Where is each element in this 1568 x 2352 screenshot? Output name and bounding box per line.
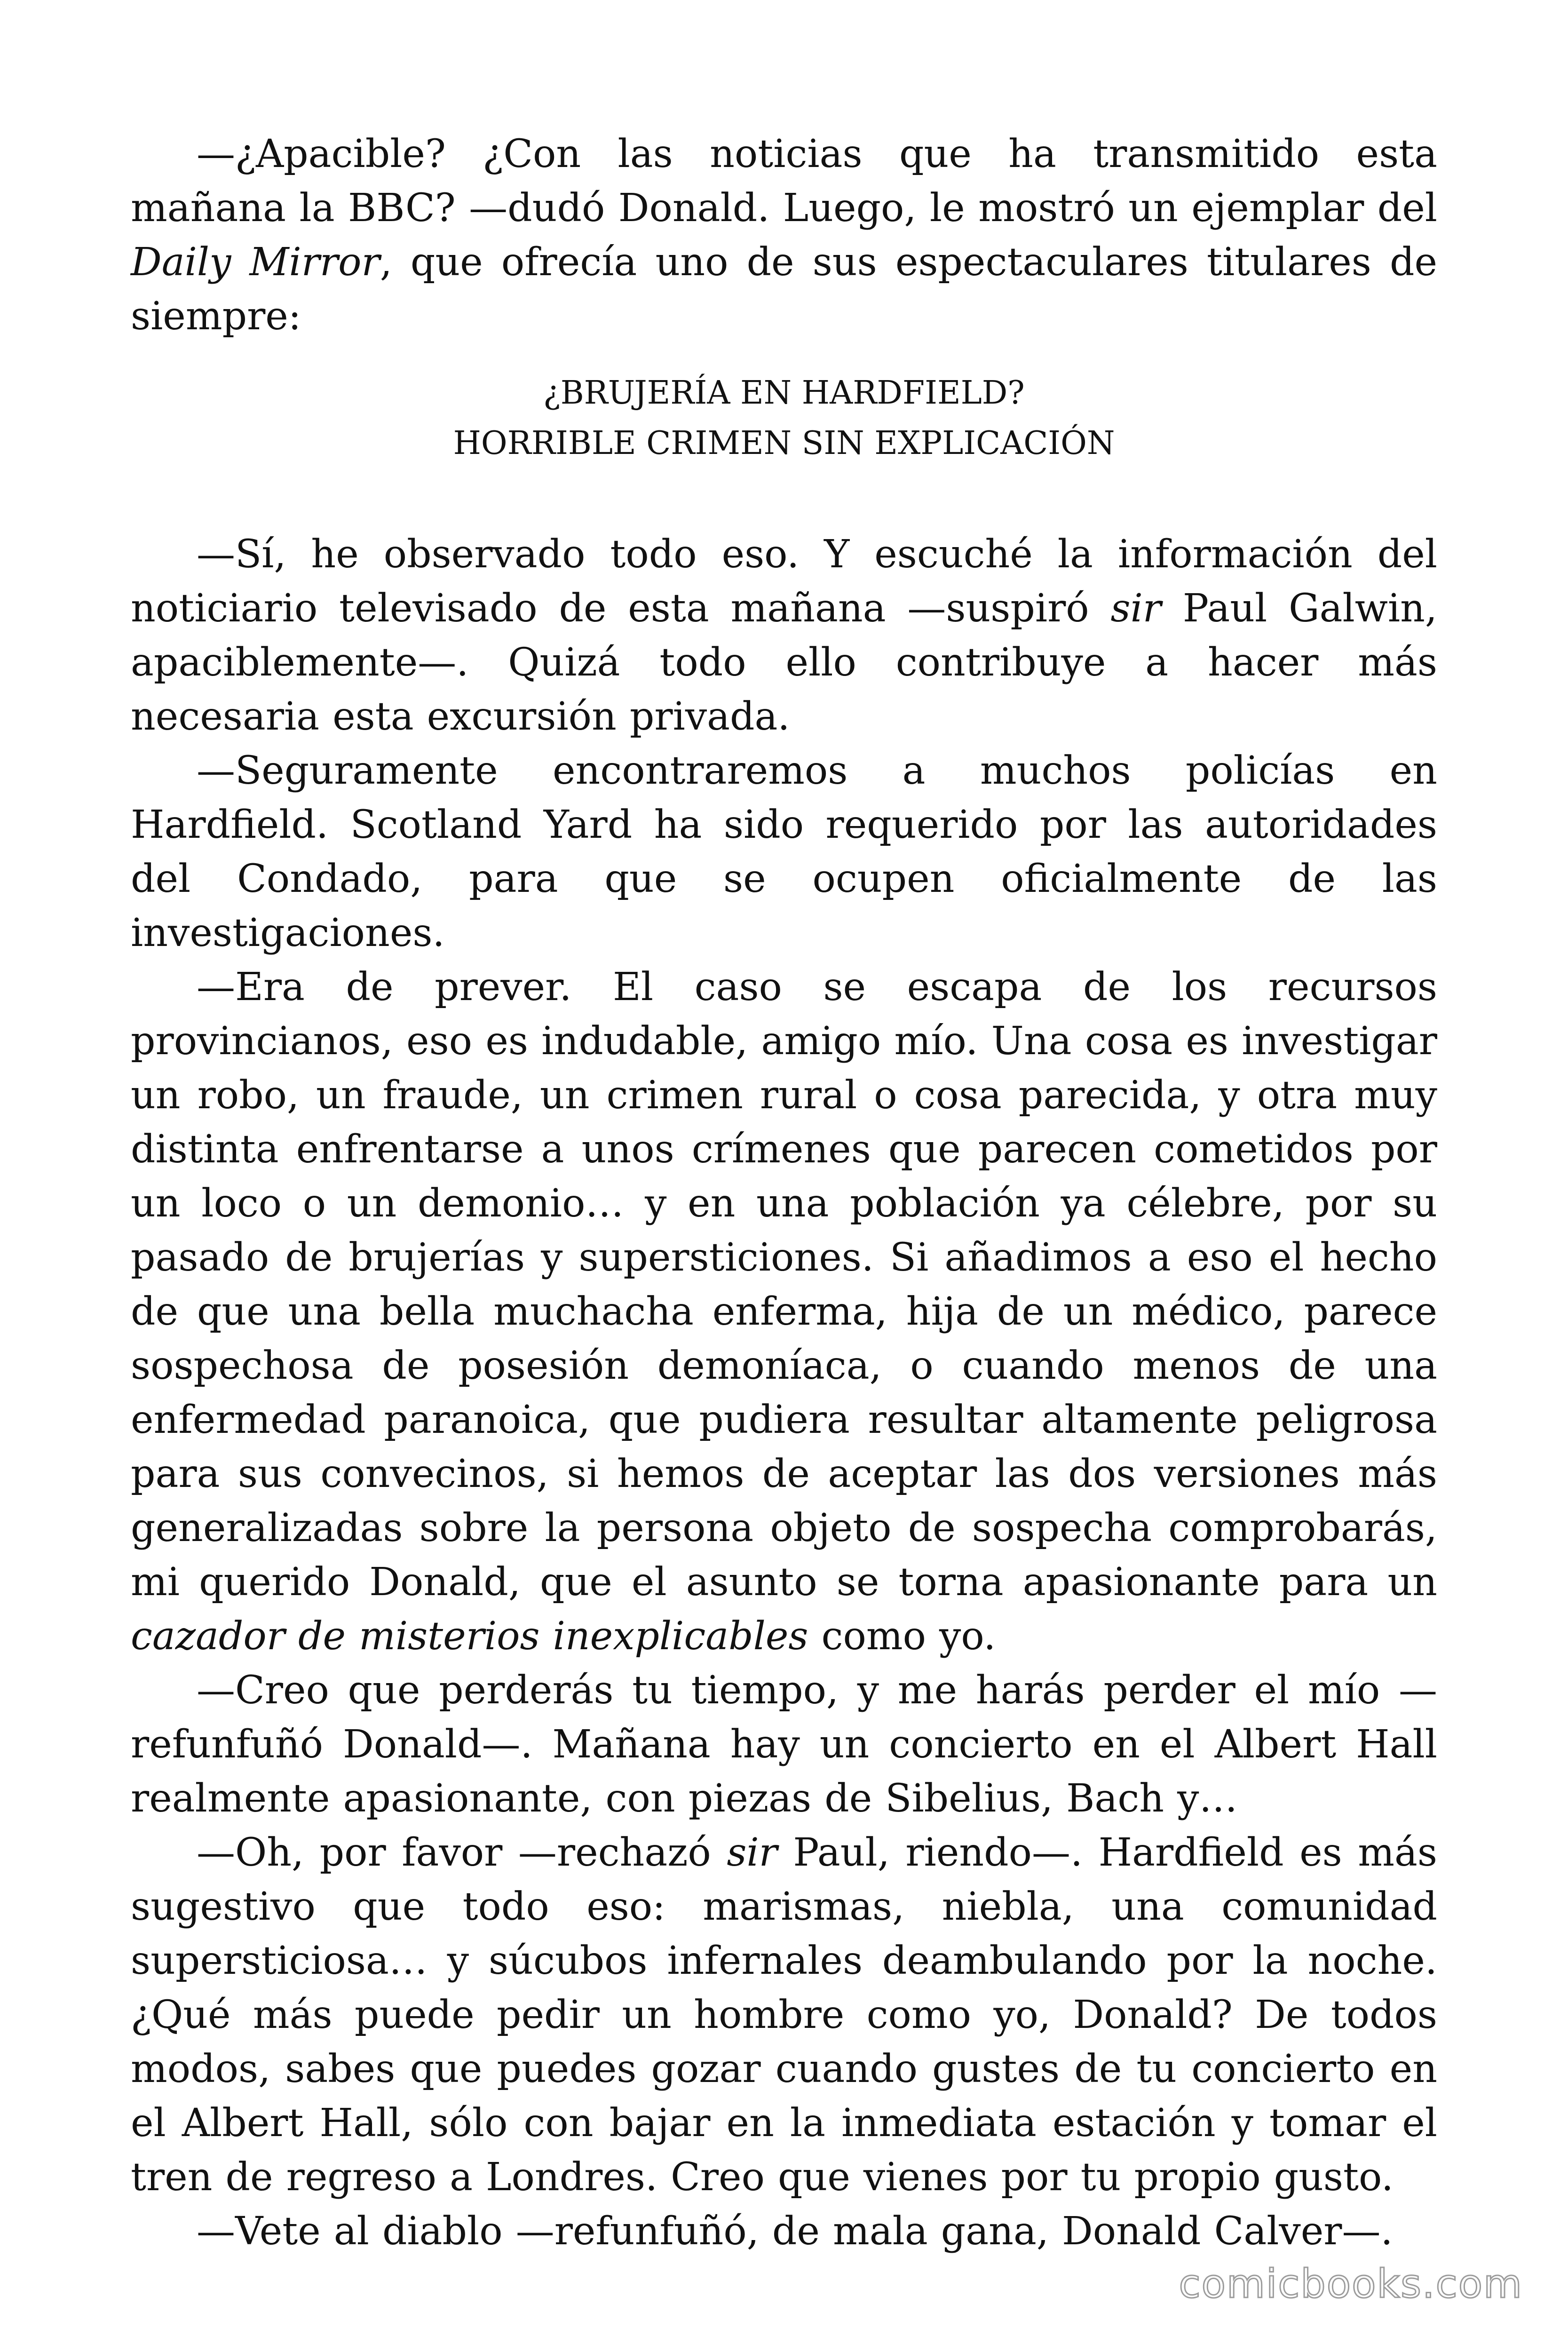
newspaper-headline bbox=[131, 368, 1437, 469]
italic-text: cazador de misterios inexplicables bbox=[131, 1614, 808, 1659]
headline-line-1: ¿BRUJERÍA EN HARDFIELD? bbox=[543, 374, 1025, 412]
paragraph-7: —Vete al diablo —refunfuñó, de mala gana, Donald Calver—. bbox=[197, 2209, 1393, 2254]
paragraph-5: —Creo que perderás tu tiempo, y me harás perder el mío —refunfuñó Donald—. Mañana hay un concierto en el Albert Hall realmente apasionante, con piezas de Sibelius, Bach y… bbox=[131, 1668, 1437, 1821]
watermark: comicbooks.com bbox=[1179, 2261, 1523, 2307]
italic-text: sir bbox=[727, 1830, 777, 1875]
paragraph-2: —Sí, he observado todo eso. Y escuché la información del noticiario televisado de esta mañana —suspiró sir Paul Galwin, apaciblemente—. Quizá todo ello contribuye a hacer más necesaria esta excursión privada. bbox=[131, 532, 1437, 739]
italic-text: sir bbox=[1110, 586, 1162, 631]
paragraph-3: —Seguramente encontraremos a muchos policías en Hardfield. Scotland Yard ha sido requerido por las autoridades del Condado, para que se ocupen oficialmente de las investigaciones. bbox=[131, 748, 1437, 955]
paragraph-4: —Era de prever. El caso se escapa de los recursos provincianos, eso es indudable, amigo mío. Una cosa es investigar un robo, un fraude, un crimen rural o cosa parecida, y otra muy distinta enfrentarse a unos crímenes que parecen cometidos por un loco o un demonio… y en una población ya célebre, por su pasado de brujerías y supersticiones. Si añadimos a eso el hecho de que una bella muchacha enferma, hija de un médico, parece sospechosa de posesión demoníaca, o cuando menos de una enfermedad paranoica, que pudiera resultar altamente peligrosa para sus convecinos, si hemos de aceptar las dos versiones más generalizadas sobre la persona objeto de sospecha comprobarás, mi querido Donald, que el asunto se torna apasionante para un cazador de misterios inexplicables como yo. bbox=[131, 965, 1437, 1659]
paragraph-1: —¿Apacible? ¿Con las noticias que ha transmitido esta mañana la BBC? —dudó Donald. Luego, le mostró un ejemplar del Daily Mirror, que ofrecía uno de sus espectaculares titulares de siempre: bbox=[131, 132, 1437, 339]
text-block bbox=[131, 127, 1437, 2258]
headline-line-2: HORRIBLE CRIMEN SIN EXPLICACIÓN bbox=[453, 425, 1115, 462]
paragraph-6: —Oh, por favor —rechazó sir Paul, riendo—. Hardfield es más sugestivo que todo eso: marismas, niebla, una comunidad supersticiosa… y súcubos infernales deambulando por la noche. ¿Qué más puede pedir un hombre como yo, Donald? De todos modos, sabes que puedes gozar cuando gustes de tu concierto en el Albert Hall, sólo con bajar en la inmediata estación y tomar el tren de regreso a Londres. Creo que vienes por tu propio gusto. bbox=[131, 1830, 1437, 2200]
italic-text: Daily Mirror bbox=[131, 240, 380, 285]
